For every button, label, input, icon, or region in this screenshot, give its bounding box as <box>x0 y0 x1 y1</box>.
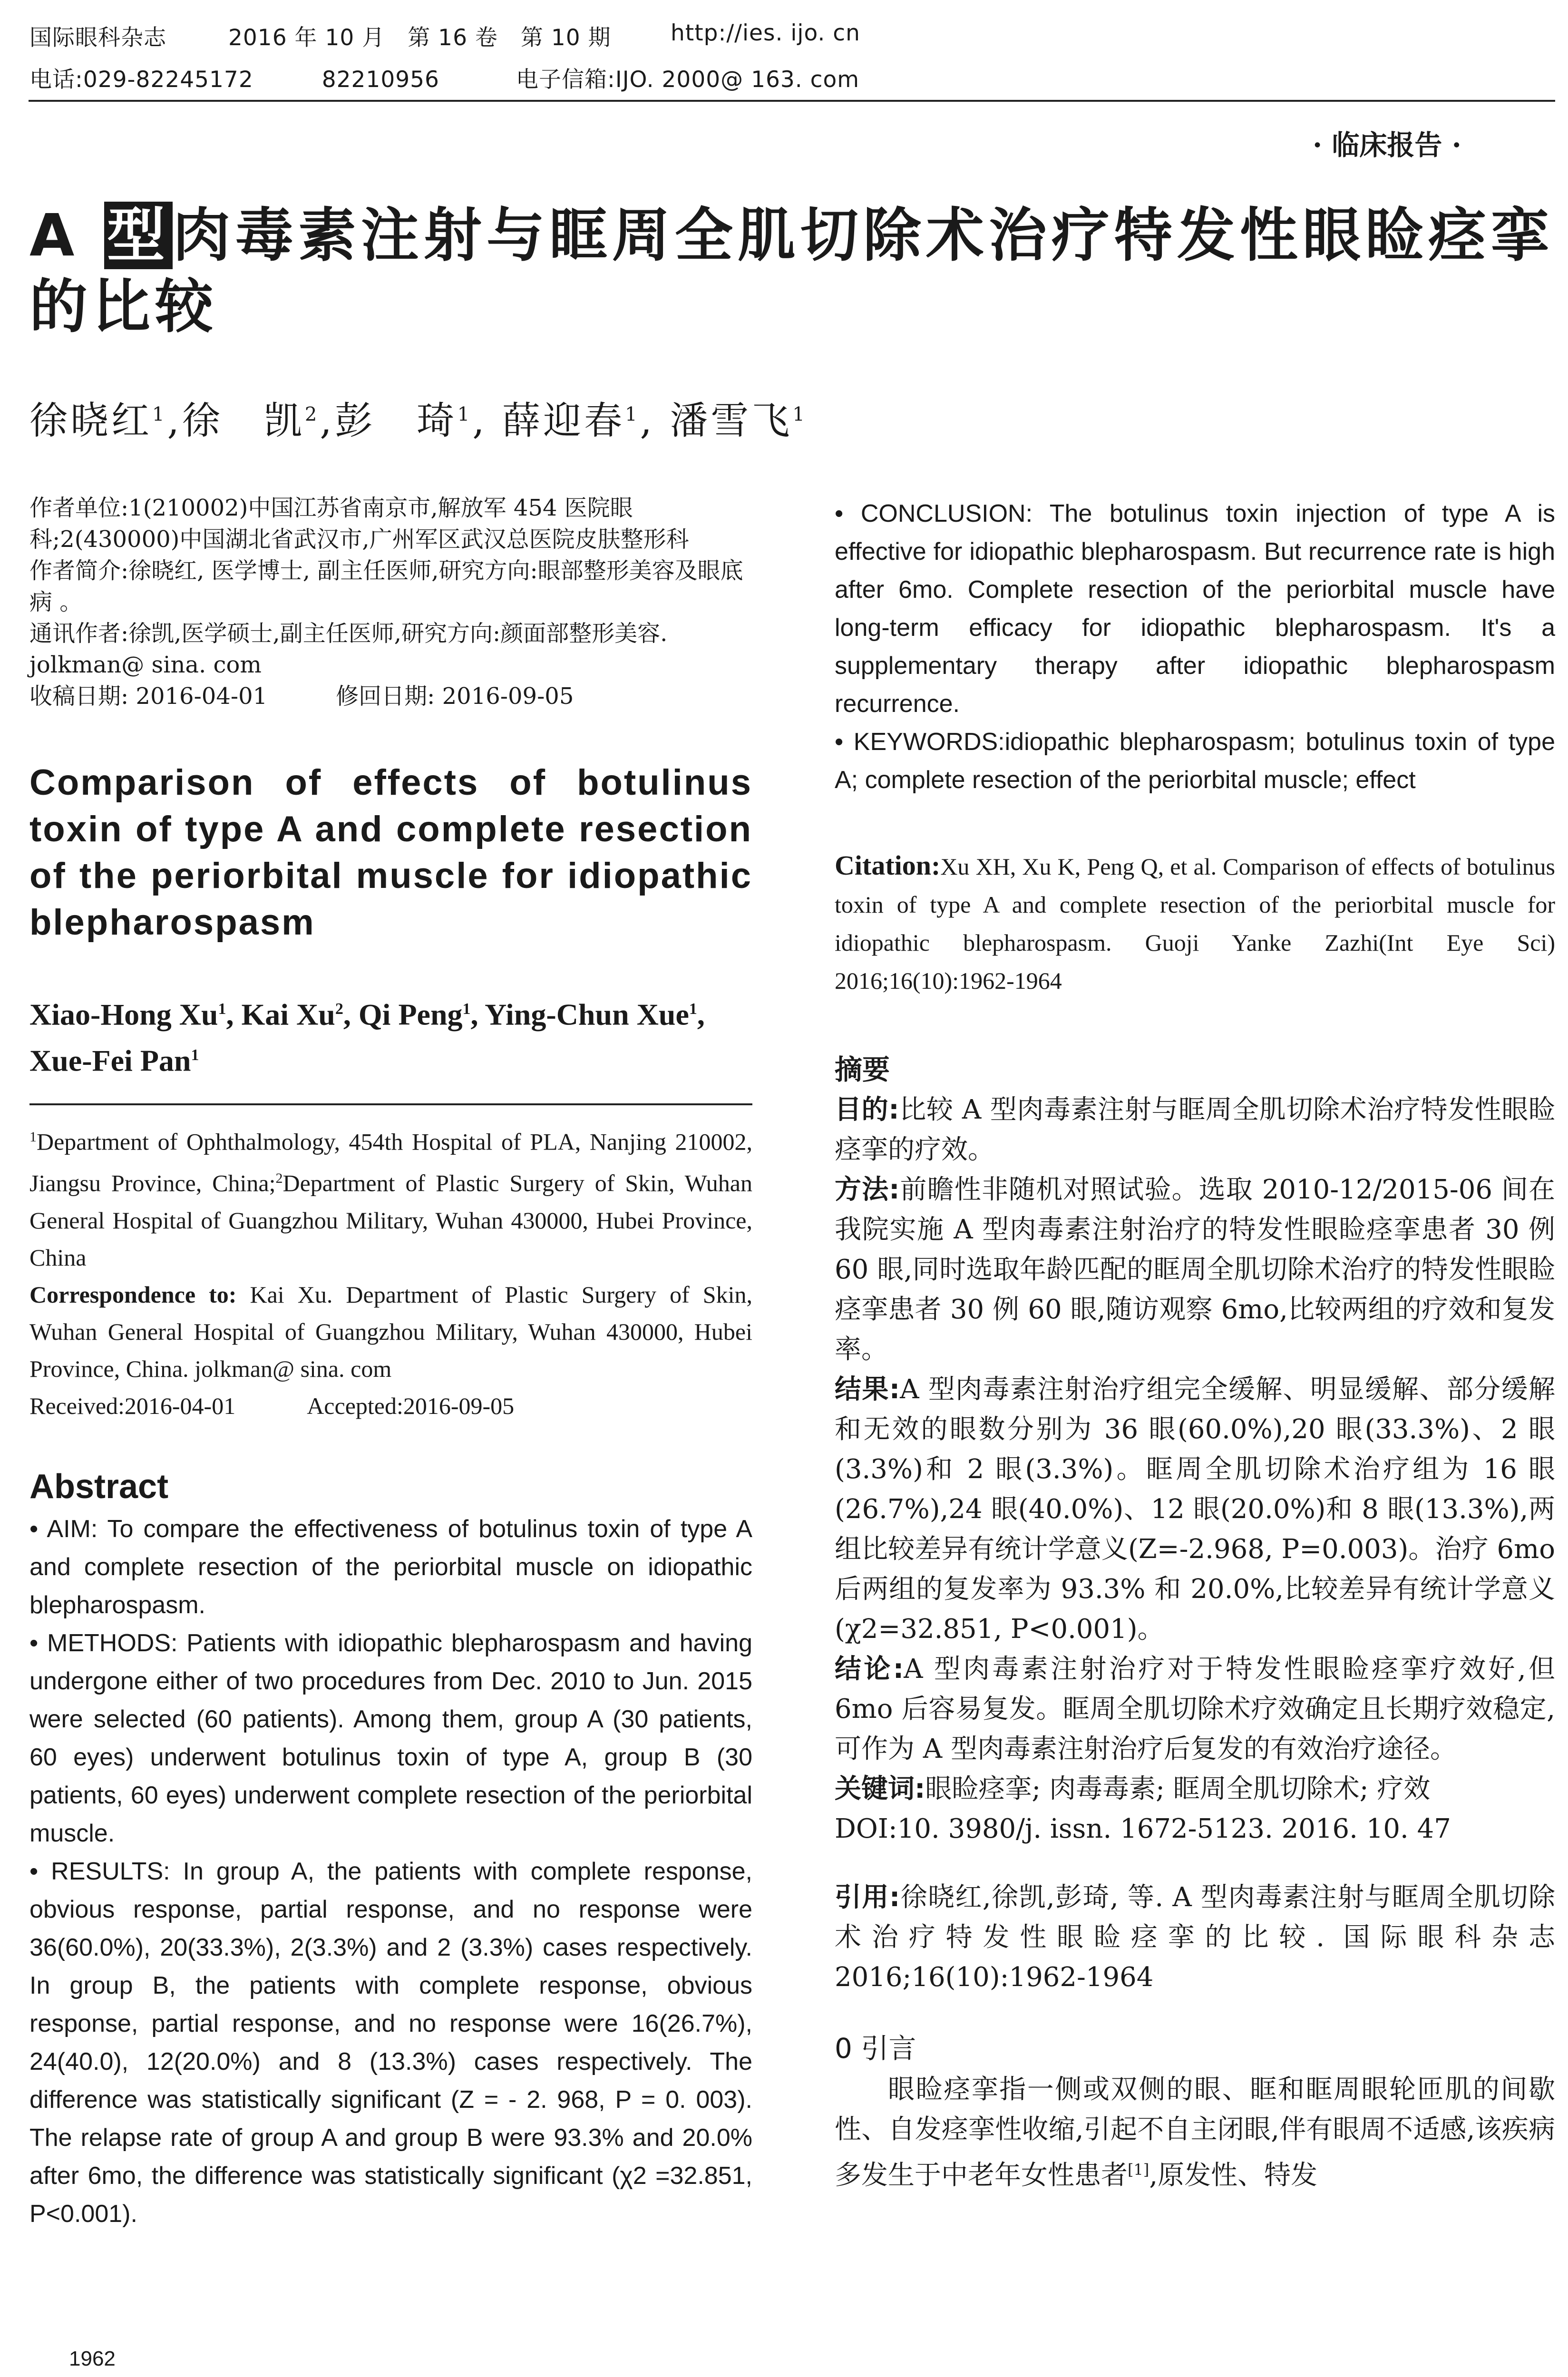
author-sup: 1 <box>218 1000 226 1018</box>
author-cn: 薛迎春 <box>502 399 625 443</box>
abstract-body <box>29 1510 752 2233</box>
citation-cn-label: 引用: <box>835 1882 900 1913</box>
keywords-text: idiopathic blepharospasm; botulinus toxin of type A; complete resection of the periorbital muscle; effect <box>835 728 1555 794</box>
results-cn-text: A 型肉毒素注射治疗组完全缓解、明显缓解、部分缓解和无效的眼数分别为 36 眼(60.0%),20 眼(33.3%)、2 眼(3.3%)和 2 眼(3.3%)。眶周全肌切除术治疗组为 16 眼(26.7%),24 眼(40.0%)、12 眼(20.0%)和 8 眼(13.3%),两组比较差异有统计学意义(Z=-2.968, P=0.003)。治疗 6mo 后两组的复发率为 93.3% 和 20.0%,比较差异有统计学意义(χ2=32.851, P<0.001)。 <box>835 1374 1555 1645</box>
abstract-heading: Abstract <box>29 1467 169 1506</box>
page-number: 1962 <box>69 2347 116 2370</box>
citation-en <box>835 847 1555 1000</box>
aim-label: • AIM: <box>29 1515 98 1543</box>
aim-cn-text: 比较 A 型肉毒素注射与眶周全肌切除术治疗特发性眼睑痉挛的疗效。 <box>835 1094 1555 1165</box>
author-sup: 1 <box>191 1046 199 1064</box>
authors-cn: 徐晓红$^1$,徐 凯$^2$,彭 琦$^1$, 薛迎春$^1$, 潘雪飞$^1$ <box>29 399 808 443</box>
intro-paragraph <box>835 2070 1555 2196</box>
citation-cn-text: 徐晓红,徐凯,彭琦, 等. A 型肉毒素注射与眶周全肌切除术治疗特发性眼睑痉挛的比较. 国际眼科杂志 2016;16(10):1962-1964 <box>835 1882 1556 1993</box>
keywords-cn-label: 关键词: <box>835 1773 925 1804</box>
abstract-cn-heading: 摘要 <box>835 1053 890 1086</box>
affiliation-en: $^1$Department of Ophthalmology, 454th Hospital of PLA, Nanjing 210002, Jiangsu Province, China;$^2$Department of Plastic Surgery of Skin, Wuhan General Hospital of Guangzhou Military, Wuhan 430000, Hubei Province, China Correspondence to: Kai Xu. Department of Plastic Surgery of Skin, Wuhan General Hospital of Guangzhou Military, Wuhan 430000, Hubei Province, China. jolkman@ sina. com Received:2016-04-01 Accepted:2016-09-05 <box>29 1119 752 1424</box>
abstract-cn-body <box>835 1090 1555 1849</box>
citation-text: Xu XH, Xu K, Peng Q, et al. Comparison of effects of botulinus toxin of type A and complete resection of the periorbital muscle for idiopathic blepharospasm. Guoji Yanke Zazhi(Int Eye Sci) 2016;16(10):1962-1964 <box>835 853 1555 994</box>
title-highlight: 型 <box>104 202 173 269</box>
methods-cn-text: 前瞻性非随机对照试验。选取 2010-12/2015-06 间在我院实施 A 型肉毒素注射治疗的特发性眼睑痉挛患者 30 例 60 眼,同时选取年龄匹配的眶周全肌切除术治疗的特发性眼睑痉挛患者 30 例 60 眼,随访观察 6mo,比较两组的疗效和复发率。 <box>835 1174 1555 1365</box>
author-sup: 1 <box>152 403 167 426</box>
conclusion-text: The botulinus toxin injection of type A is effective for idiopathic blepharospasm. But recurrence rate is high after 6mo. Complete resection of the periorbital muscle have long-term efficacy for idiopathic blepharospasm. It's a supplementary therapy after idiopathic blepharospasm recurrence. <box>835 500 1556 718</box>
conclusion-label: • CONCLUSION: <box>835 500 1033 527</box>
author-en: Ying-Chun Xue <box>485 997 689 1032</box>
author-sup: 1 <box>689 1000 697 1018</box>
abstract-continued <box>835 495 1555 799</box>
author-sup: 1 <box>792 403 808 426</box>
title-rest: 肉毒素注射与眶周全肌切除术治疗特发性眼睑痉挛的比较 <box>29 202 1554 341</box>
conclusion-cn-label: 结论: <box>835 1654 904 1685</box>
dates-cn: 收稿日期: 2016-04-01 修回日期: 2016-09-05 <box>29 683 574 710</box>
author-sup: 1 <box>457 403 473 426</box>
intro-tail: ,原发性、特发 <box>1149 2160 1318 2191</box>
author-cn: 徐 凯 <box>182 399 305 443</box>
results-text: In group A, the patients with complete response, obvious response, partial response, and no response were 36(60.0%), 20(33.3%), 2(3.3%) and 2 (3.3%) cases respectively. In group B, the patients with complete response, obvious response, partial response, and no response were 16(26.7%), 24(40.0), 12(20.0%) and 8 (13.3%) cases respectively. The difference was statistically significant (Z = - 2. 968, P = 0. 003). The relapse rate of group A and group B were 93.3% and 20.0% after 6mo, the difference was statistically significant (χ2 =32.851, P<0.001). <box>29 1857 752 2228</box>
keywords-cn-text: 眼睑痉挛; 肉毒毒素; 眶周全肌切除术; 疗效 <box>925 1773 1431 1804</box>
intro-heading: 0 引言 <box>835 2032 916 2065</box>
correspondence-text: Kai Xu. Department of Plastic Surgery of Skin, Wuhan General Hospital of Guangzhou Military, Wuhan 430000, Hubei Province, China. jolkman@ sina. com <box>29 1281 752 1382</box>
author-cn: 彭 琦 <box>334 399 458 443</box>
header-rule <box>29 100 1555 102</box>
affiliation-2: Department of Plastic Surgery of Skin, Wuhan General Hospital of Guangzhou Military, Wuhan 430000, Hubei Province, China <box>29 1169 753 1271</box>
conclusion-cn-text: A 型肉毒素注射治疗对于特发性眼睑痉挛疗效好,但 6mo 后容易复发。眶周全肌切除术疗效确定且长期疗效稳定,可作为 A 型肉毒素注射治疗后复发的有效治疗途径。 <box>835 1654 1555 1764</box>
author-sup: 2 <box>335 1000 343 1018</box>
section-tag: · 临床报告 · <box>1313 129 1461 161</box>
author-cn: 徐晓红 <box>29 399 152 443</box>
correspondence-label: Correspondence to: <box>29 1281 237 1308</box>
intro-reference[interactable]: [1] <box>1128 2161 1149 2179</box>
aim-text: To compare the effectiveness of botulinus toxin of type A and complete resection of the periorbital muscle on idiopathic blepharospasm. <box>29 1515 752 1619</box>
corresponding-author: 通讯作者:徐凯,医学硕士,副主任医师,研究方向:颜面部整形美容. jolkman@ sina. com <box>29 620 668 678</box>
author-en: Kai Xu <box>241 997 335 1032</box>
doi[interactable]: DOI:10. 3980/j. issn. 1672-5123. 2016. 10. 47 <box>835 1813 1451 1844</box>
dates-en: Received:2016-04-01 Accepted:2016-09-05 <box>29 1392 515 1419</box>
issue-info: 2016 年 10 月 第 16 卷 第 10 期 <box>228 25 611 51</box>
results-label: • RESULTS: <box>29 1857 170 1885</box>
author-bio: 作者简介:徐晓红, 医学博士, 副主任医师,研究方向:眼部整形美容及眼底病 。 <box>29 557 743 615</box>
keywords-label: • KEYWORDS: <box>835 728 1005 756</box>
author-unit: 作者单位:1(210002)中国江苏省南京市,解放军 454 医院眼科;2(430000)中国湖北省武汉市,广州军区武汉总医院皮肤整形科 <box>29 495 689 553</box>
left-column <box>29 492 752 2233</box>
journal-url[interactable]: http://ies. ijo. cn <box>671 20 860 46</box>
affiliation-rule <box>29 1103 752 1105</box>
author-en: Xiao-Hong Xu <box>29 997 218 1032</box>
english-title: Comparison of effects of botulinus toxin of type A and complete resection of the periorbital muscle for idiopathic blepharospasm <box>29 762 752 943</box>
phone-info: 电话:029-82245172 82210956 <box>29 67 439 93</box>
article-title <box>29 200 1556 342</box>
affiliation-1: Department of Ophthalmology, 454th Hospital of PLA, Nanjing 210002, Jiangsu Province, China; <box>29 1128 752 1197</box>
author-sup: 1 <box>625 403 640 426</box>
title-prefix: A <box>29 202 104 269</box>
email-info[interactable]: 电子信箱:IJO. 2000@ 163. com <box>516 67 860 93</box>
methods-text: Patients with idiopathic blepharospasm and having undergone either of two procedures from Dec. 2010 to Jun. 2015 were selected (60 patients). Among them, group A (30 patients, 60 eyes) underwent botulinus toxin of type A, group B (30 patients, 60 eyes) underwent complete resection of the periorbital muscle. <box>29 1629 752 1847</box>
author-sup: 1 <box>462 1000 471 1018</box>
results-cn-label: 结果: <box>835 1374 900 1405</box>
methods-cn-label: 方法: <box>835 1174 900 1205</box>
methods-label: • METHODS: <box>29 1629 178 1657</box>
citation-cn <box>835 1878 1555 1997</box>
author-info-cn <box>29 492 752 712</box>
author-en: Xue-Fei Pan <box>29 1043 191 1078</box>
aim-cn-label: 目的: <box>835 1094 899 1125</box>
right-column <box>835 495 1555 2196</box>
journal-name: 国际眼科杂志 <box>29 25 166 51</box>
author-en: Qi Peng <box>358 997 463 1032</box>
citation-label: Citation: <box>835 850 941 881</box>
author-cn: 潘雪飞 <box>670 399 793 443</box>
authors-en: Xiao-Hong Xu$^1$, Kai Xu$^2$, Qi Peng$^1$, Ying-Chun Xue$^1$, Xue-Fei Pan$^1$ <box>29 997 705 1078</box>
author-sup: 2 <box>304 403 320 426</box>
intro-text: 眼睑痉挛指一侧或双侧的眼、眶和眶周眼轮匝肌的间歇性、自发痉挛性收缩,引起不自主闭眼,伴有眼周不适感,该疾病多发生于中老年女性患者 <box>835 2074 1555 2191</box>
